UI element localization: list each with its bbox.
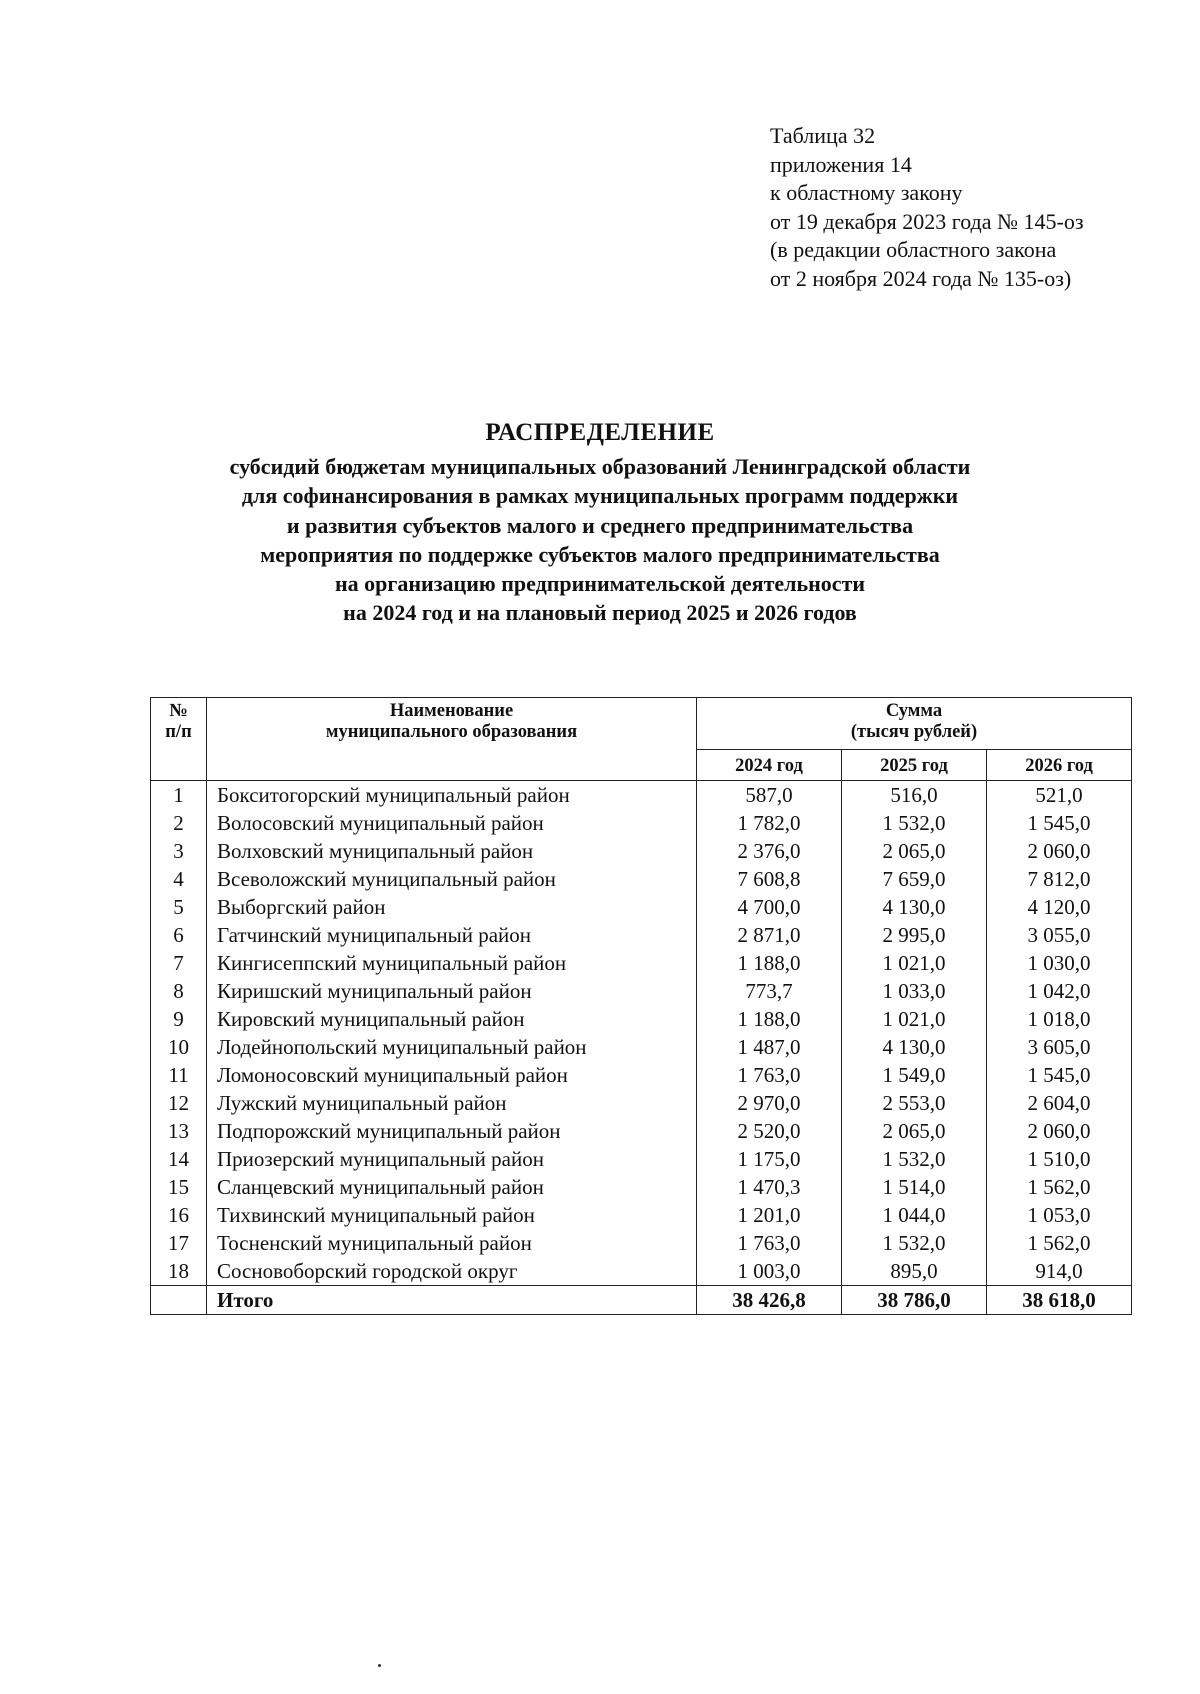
row-value-2024: 2 376,0 xyxy=(697,837,842,865)
row-value-2024: 1 763,0 xyxy=(697,1229,842,1257)
row-value-2026: 1 030,0 xyxy=(987,949,1132,977)
row-number: 11 xyxy=(151,1061,207,1089)
row-value-2024: 587,0 xyxy=(697,781,842,810)
title-line: мероприятия по поддержке субъектов малого предпринимательства xyxy=(260,541,940,567)
document-title xyxy=(0,418,1200,628)
row-value-2026: 1 510,0 xyxy=(987,1145,1132,1173)
row-value-2024: 773,7 xyxy=(697,977,842,1005)
row-value-2024: 1 487,0 xyxy=(697,1033,842,1061)
header-year-2024: 2024 год xyxy=(697,750,842,781)
table-row xyxy=(151,1201,1132,1229)
row-value-2025: 1 532,0 xyxy=(842,809,987,837)
table-row xyxy=(151,865,1132,893)
row-value-2024: 1 763,0 xyxy=(697,1061,842,1089)
row-value-2026: 3 055,0 xyxy=(987,921,1132,949)
row-value-2025: 2 065,0 xyxy=(842,1117,987,1145)
title-line: на 2024 год и на плановый период 2025 и 2026 годов xyxy=(343,600,857,626)
table-row xyxy=(151,1061,1132,1089)
table-row xyxy=(151,1145,1132,1173)
row-value-2025: 1 514,0 xyxy=(842,1173,987,1201)
row-value-2026: 914,0 xyxy=(987,1257,1132,1286)
row-value-2025: 1 532,0 xyxy=(842,1229,987,1257)
row-value-2025: 7 659,0 xyxy=(842,865,987,893)
table-row xyxy=(151,893,1132,921)
row-value-2026: 1 562,0 xyxy=(987,1229,1132,1257)
title-line: субсидий бюджетам муниципальных образований Ленинградской области xyxy=(229,454,971,479)
row-number: 9 xyxy=(151,1005,207,1033)
title-line: для софинансирования в рамках муниципальных программ поддержки xyxy=(241,483,959,509)
row-value-2025: 1 021,0 xyxy=(842,1005,987,1033)
table-row xyxy=(151,837,1132,865)
row-value-2026: 1 053,0 xyxy=(987,1201,1132,1229)
title-line: и развития субъектов малого и среднего предпринимательства xyxy=(286,512,914,538)
header-line: от 2 ноября 2024 года № 135-оз) xyxy=(770,265,1072,291)
table-body xyxy=(151,781,1132,1315)
row-value-2024: 1 470,3 xyxy=(697,1173,842,1201)
table-row xyxy=(151,1173,1132,1201)
row-municipality-name: Сланцевский муниципальный район xyxy=(207,1173,697,1201)
row-value-2025: 1 021,0 xyxy=(842,949,987,977)
row-number: 16 xyxy=(151,1201,207,1229)
row-value-2026: 1 562,0 xyxy=(987,1173,1132,1201)
row-value-2024: 1 003,0 xyxy=(697,1257,842,1286)
row-value-2025: 1 033,0 xyxy=(842,977,987,1005)
header-line: приложения 14 xyxy=(770,151,912,177)
main-title: РАСПРЕДЕЛЕНИЕ xyxy=(485,419,715,446)
row-number: 18 xyxy=(151,1257,207,1286)
row-value-2026: 4 120,0 xyxy=(987,893,1132,921)
table-row xyxy=(151,1257,1132,1286)
row-value-2024: 1 188,0 xyxy=(697,949,842,977)
row-value-2025: 2 065,0 xyxy=(842,837,987,865)
row-municipality-name: Выборгский район xyxy=(207,893,697,921)
row-value-2026: 521,0 xyxy=(987,781,1132,810)
table-row xyxy=(151,781,1132,810)
row-value-2024: 1 175,0 xyxy=(697,1145,842,1173)
total-row xyxy=(151,1286,1132,1315)
row-value-2024: 4 700,0 xyxy=(697,893,842,921)
row-value-2026: 1 545,0 xyxy=(987,809,1132,837)
scan-speck xyxy=(378,1664,381,1667)
row-municipality-name: Сосновоборский городской округ xyxy=(207,1257,697,1286)
row-value-2024: 1 201,0 xyxy=(697,1201,842,1229)
row-value-2025: 516,0 xyxy=(842,781,987,810)
row-value-2026: 3 605,0 xyxy=(987,1033,1132,1061)
header-line: (в редакции областного закона xyxy=(770,237,1057,263)
row-number: 10 xyxy=(151,1033,207,1061)
row-value-2025: 4 130,0 xyxy=(842,893,987,921)
row-number: 14 xyxy=(151,1145,207,1173)
header-number-line1: № xyxy=(169,701,188,721)
header-name-line1: Наименование xyxy=(389,701,514,721)
row-number: 5 xyxy=(151,893,207,921)
row-municipality-name: Кировский муниципальный район xyxy=(207,1005,697,1033)
total-label: Итого xyxy=(207,1286,697,1315)
row-value-2024: 1 188,0 xyxy=(697,1005,842,1033)
row-number: 17 xyxy=(151,1229,207,1257)
row-number: 1 xyxy=(151,781,207,810)
row-number: 2 xyxy=(151,809,207,837)
row-municipality-name: Гатчинский муниципальный район xyxy=(207,921,697,949)
row-municipality-name: Подпорожский муниципальный район xyxy=(207,1117,697,1145)
distribution-table xyxy=(150,697,1132,1315)
title-line: на организацию предпринимательской деятельности xyxy=(334,571,866,597)
table-row xyxy=(151,1033,1132,1061)
row-number: 3 xyxy=(151,837,207,865)
row-value-2026: 1 042,0 xyxy=(987,977,1132,1005)
row-municipality-name: Волховский муниципальный район xyxy=(207,837,697,865)
header-sum-line2: (тысяч рублей) xyxy=(850,722,978,742)
table-row xyxy=(151,949,1132,977)
row-municipality-name: Ломоносовский муниципальный район xyxy=(207,1061,697,1089)
row-value-2024: 2 520,0 xyxy=(697,1117,842,1145)
row-value-2026: 1 018,0 xyxy=(987,1005,1132,1033)
row-value-2025: 1 044,0 xyxy=(842,1201,987,1229)
header-number-line2: п/п xyxy=(165,722,192,742)
row-value-2025: 2 553,0 xyxy=(842,1089,987,1117)
row-municipality-name: Бокситогорский муниципальный район xyxy=(207,781,697,810)
row-value-2026: 2 604,0 xyxy=(987,1089,1132,1117)
row-municipality-name: Киришский муниципальный район xyxy=(207,977,697,1005)
row-number: 12 xyxy=(151,1089,207,1117)
row-value-2024: 1 782,0 xyxy=(697,809,842,837)
row-value-2026: 7 812,0 xyxy=(987,865,1132,893)
row-number: 13 xyxy=(151,1117,207,1145)
header-line: к областному закону xyxy=(770,180,963,206)
row-number: 4 xyxy=(151,865,207,893)
row-value-2024: 2 970,0 xyxy=(697,1089,842,1117)
total-value-2024: 38 426,8 xyxy=(697,1286,842,1315)
table-row xyxy=(151,1089,1132,1117)
row-value-2025: 1 549,0 xyxy=(842,1061,987,1089)
total-value-2026: 38 618,0 xyxy=(987,1286,1132,1315)
appendix-header xyxy=(770,122,1170,294)
row-value-2026: 1 545,0 xyxy=(987,1061,1132,1089)
row-municipality-name: Всеволожский муниципальный район xyxy=(207,865,697,893)
row-value-2026: 2 060,0 xyxy=(987,837,1132,865)
row-municipality-name: Лодейнопольский муниципальный район xyxy=(207,1033,697,1061)
total-value-2025: 38 786,0 xyxy=(842,1286,987,1315)
table-row xyxy=(151,809,1132,837)
table-row xyxy=(151,921,1132,949)
row-municipality-name: Приозерский муниципальный район xyxy=(207,1145,697,1173)
table-row xyxy=(151,1005,1132,1033)
header-name xyxy=(207,698,697,781)
header-line: от 19 декабря 2023 года № 145-оз xyxy=(770,208,1084,234)
header-year-2026: 2026 год xyxy=(987,750,1132,781)
row-value-2025: 895,0 xyxy=(842,1257,987,1286)
row-number: 15 xyxy=(151,1173,207,1201)
row-municipality-name: Кингисеппский муниципальный район xyxy=(207,949,697,977)
row-value-2025: 1 532,0 xyxy=(842,1145,987,1173)
header-line: Таблица 32 xyxy=(770,123,876,148)
row-municipality-name: Тихвинский муниципальный район xyxy=(207,1201,697,1229)
header-sum-line1: Сумма xyxy=(885,701,943,721)
row-municipality-name: Волосовский муниципальный район xyxy=(207,809,697,837)
table-row xyxy=(151,1229,1132,1257)
table-row xyxy=(151,977,1132,1005)
header-sum xyxy=(697,698,1132,750)
row-value-2024: 7 608,8 xyxy=(697,865,842,893)
row-municipality-name: Тосненский муниципальный район xyxy=(207,1229,697,1257)
total-number-cell xyxy=(151,1286,207,1315)
header-year-2025: 2025 год xyxy=(842,750,987,781)
row-value-2026: 2 060,0 xyxy=(987,1117,1132,1145)
row-value-2024: 2 871,0 xyxy=(697,921,842,949)
row-number: 8 xyxy=(151,977,207,1005)
header-number xyxy=(151,698,207,781)
row-value-2025: 2 995,0 xyxy=(842,921,987,949)
row-value-2025: 4 130,0 xyxy=(842,1033,987,1061)
header-name-line2: муниципального образования xyxy=(325,722,578,742)
row-municipality-name: Лужский муниципальный район xyxy=(207,1089,697,1117)
row-number: 7 xyxy=(151,949,207,977)
table-row xyxy=(151,1117,1132,1145)
row-number: 6 xyxy=(151,921,207,949)
